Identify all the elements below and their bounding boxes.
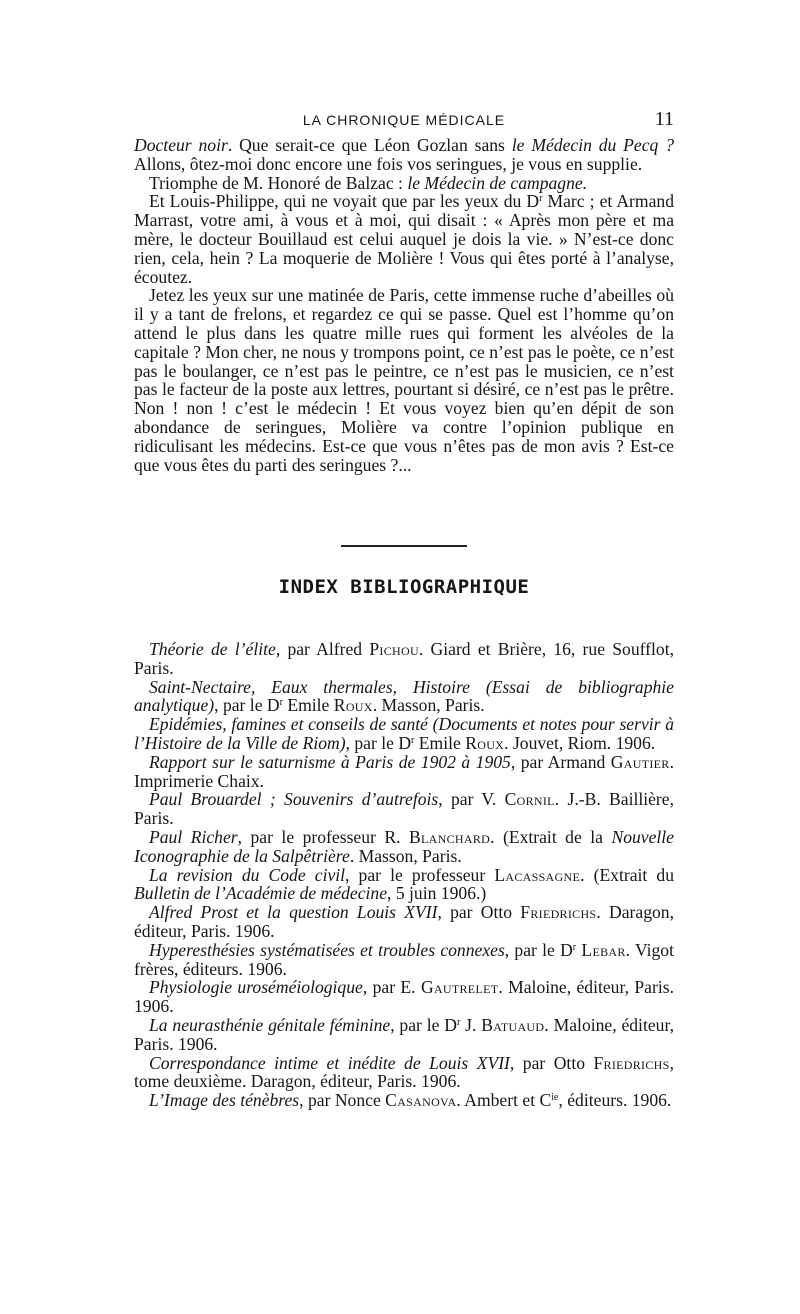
bib-entry (134, 903, 674, 941)
bib-entry (134, 753, 674, 791)
bib-entry (134, 1054, 674, 1092)
bib-entry (134, 1016, 674, 1054)
text-span: , tome deuxième. Daragon, éditeur, Paris. 1906. (134, 1052, 674, 1092)
work-title: La neurasthénie génitale féminine (149, 1014, 391, 1035)
bib-entry (134, 640, 674, 678)
work-title: Saint-Nectaire, Eaux thermales, Histoire (Essai de bibliographie analytique) (134, 676, 674, 716)
text-span: , 5 juin 1906.) (387, 883, 487, 904)
work-title: Paul Brouardel ; Souvenirs d’autrefois (149, 789, 439, 810)
work-title: L’Image des ténèbres (149, 1090, 300, 1111)
author-name: Gautier (610, 751, 670, 772)
text-span: Emile (282, 695, 334, 716)
text-span: , par le D (390, 1014, 457, 1035)
work-title: Correspondance intime et inédite de Louis XVII (149, 1052, 510, 1073)
work-title: Rapport sur le saturnisme à Paris de 1902 à 1905 (149, 751, 511, 772)
running-title: LA CHRONIQUE MÉDICALE (302, 112, 506, 128)
superscript: r (411, 734, 415, 746)
author-name: Friedrichs (593, 1052, 670, 1073)
text-span: Et Louis-Philippe, qui ne voyait que par les yeux du D (149, 191, 540, 212)
bib-entry (134, 790, 674, 828)
work-title: Paul Richer (149, 826, 238, 847)
text-span: . Maloine, éditeur, Paris. 1906. (134, 977, 674, 1017)
text-span: . Jouvet, Riom. 1906. (504, 732, 656, 753)
body-text (134, 136, 674, 474)
text-span: , par Otto (437, 902, 521, 923)
superscript: r (279, 697, 283, 709)
text-span: . (Extrait du (580, 864, 675, 885)
running-head (134, 108, 674, 132)
bib-entry (134, 978, 674, 1016)
paragraph-3 (134, 192, 674, 286)
paragraph-2 (134, 174, 674, 193)
text-span: . (Extrait de la (490, 826, 612, 847)
work-title: La revision du Code civil (149, 864, 346, 885)
text-span: . Masson, Paris. (372, 695, 485, 716)
text-span: Triomphe de M. Honoré de Balzac : (149, 172, 408, 193)
superscript: r (572, 941, 577, 953)
superscript: r (456, 1016, 461, 1028)
text-span: , par le professeur (345, 864, 495, 885)
superscript: ie (551, 1092, 559, 1104)
italic-text: le Médecin de campagne. (407, 172, 588, 193)
text-span: , par Otto (509, 1052, 594, 1073)
text-span: . Vigot frères, éditeurs. 1906. (134, 939, 674, 979)
text-span: . Que serait-ce que Léon Gozlan sans (227, 135, 512, 155)
bib-entry (134, 715, 674, 753)
text-span: Allons, ôtez-moi donc encore une fois vos seringues, je vous en supplie. (134, 153, 643, 174)
section-divider (341, 545, 467, 547)
text-span: . Giard et Brière, 16, rue Soufflot, Paris. (134, 639, 674, 678)
bib-entry (134, 866, 674, 904)
italic-text: le Médecin du Pecq ? (511, 135, 674, 155)
work-title: Hyperesthésies systématisées et troubles connexes (149, 939, 505, 960)
text-span: , par Nonce (299, 1090, 386, 1111)
text-span: , par le professeur R. (237, 826, 409, 847)
text-span: . Daragon, éditeur, Paris. 1906. (134, 902, 674, 941)
author-name: Friedrichs (520, 902, 597, 923)
bibliography-list (134, 640, 674, 1110)
text-span: , par le D (504, 939, 573, 960)
bib-entry (134, 828, 674, 866)
text-span: , par le D (345, 732, 412, 753)
bib-entry (134, 941, 674, 979)
work-title: Théorie de l’élite (149, 639, 276, 659)
text-span: . Ambert et C (456, 1090, 552, 1111)
author-name: Batuaud (481, 1014, 545, 1035)
author-name: Gautrelet (420, 977, 499, 998)
section-title: INDEX BIBLIOGRAPHIQUE (278, 576, 530, 598)
text-span: . Maloine, éditeur, Paris. 1906. (134, 1014, 674, 1054)
text-span: J. (460, 1014, 482, 1035)
text-span: , par Alfred (275, 639, 370, 659)
text-span: , par le D (214, 695, 280, 716)
text-span: , par E. (362, 977, 421, 998)
author-name: Blanchard (408, 826, 491, 847)
superscript: r (539, 193, 543, 205)
text-span: , par V. (438, 789, 505, 810)
text-span: . Imprimerie Chaix. (134, 751, 674, 791)
text-span: Marc ; et Armand Marrast, votre ami, à vous et à moi, qui disait : « Après mon père et ma mère, le docteur Bouillaud est celui auquel je dois la vie. » N’est-ce donc rien, cela, hein ? La moquerie de Molière ! Vous qui êtes porté à l’analyse, écoutez. (134, 191, 675, 287)
author-name: Roux (333, 695, 373, 716)
bib-entry (134, 1091, 674, 1110)
page-number: 11 (654, 108, 674, 130)
author-name: Pichou (369, 639, 419, 659)
text-span: Emile (414, 732, 466, 753)
paragraph-1 (134, 136, 674, 174)
author-name: Lacassagne (494, 864, 581, 885)
text-span: , par Armand (510, 751, 611, 772)
text-span: , éditeurs. 1906. (558, 1090, 672, 1111)
work-title: Bulletin de l’Académie de médecine (134, 883, 388, 904)
bib-entry (134, 678, 674, 716)
paragraph-4: Jetez les yeux sur une matinée de Paris, cette immense ruche d’abeilles où il y a tant de frelons, et regardez ce qui se passe. Quel est l’homme qu’on attend le plus dans les quatre mille rues qui forment les alvéoles de la capitale ? Mon cher, ne nous y trompons point, ce n’est pas le poète, ce n’est pas le boulanger, ce n’est pas le peintre, ce n’est pas le musicien, ce n’est pas le facteur de la poste aux lettres, pourtant si désiré, ce n’est pas le prêtre. Non ! non ! c’est le médecin ! Et vous voyez bien qu’en dépit de son abondance de seringues, Molière va contre l’opinion publique en ridiculisant les médecins. Est-ce que vous n’êtes pas de mon avis ? Est-ce que vous êtes du parti des seringues ?... (134, 285, 674, 475)
work-title: Physiologie uroséméiologique (149, 977, 363, 998)
work-title: Alfred Prost et la question Louis XVII (149, 902, 438, 923)
author-name: Lebar (581, 939, 626, 960)
author-name: Roux (465, 732, 505, 753)
work-title: Nouvelle Iconographie de la Salpêtrière (134, 826, 674, 866)
author-name: Cornil (504, 789, 555, 810)
text-span: . J.-B. Baillière, Paris. (134, 789, 674, 829)
work-title: Epidémies, famines et conseils de santé (Documents et notes pour servir à l’Histoire de la Ville de Riom) (134, 714, 674, 753)
text-span: . Masson, Paris. (349, 845, 462, 866)
italic-text: Docteur noir (134, 135, 228, 155)
author-name: Casanova (385, 1090, 457, 1111)
